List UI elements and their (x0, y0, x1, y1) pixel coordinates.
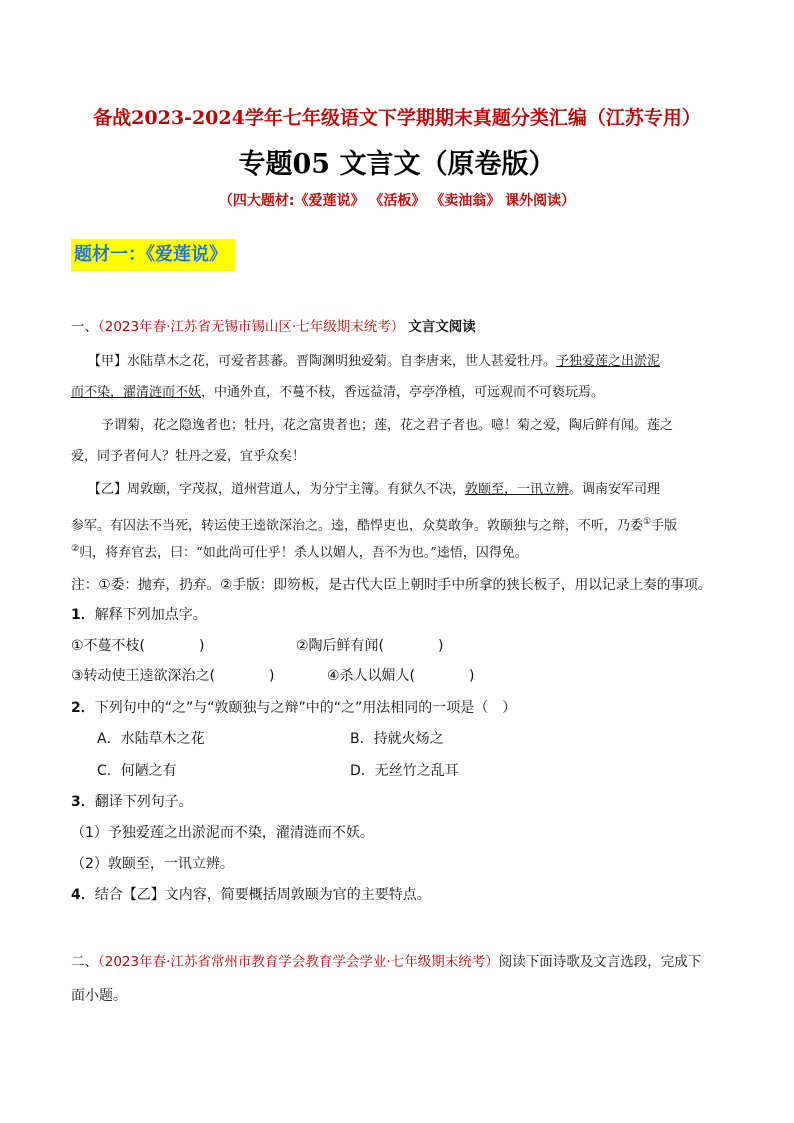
question-task: 文言文阅读 (408, 319, 476, 335)
subquestion-3: 3．翻译下列句子。 (71, 794, 193, 810)
subquestion-1-item-4: ④杀人以媚人( ) (327, 668, 475, 684)
passage-jia-line-3: 予谓菊，花之隐逸者也；牡丹，花之富贵者也；莲，花之君子者也。噫！菊之爱，陶后鲜有闻。莲之 (101, 418, 674, 433)
question-source: 2023年春·江苏省无锡市锡山区·七年级期末统考 (104, 319, 391, 335)
option-c[interactable]: C．何陋之有 (97, 763, 177, 779)
question-1-header: 一、（2023年春·江苏省无锡市锡山区·七年级期末统考） 文言文阅读 (71, 319, 476, 335)
subquestion-4: 4．结合【乙】文内容，简要概括周敦颐为官的主要特点。 (71, 887, 431, 903)
footnote: 注：①委：抛弃，扔弃。②手版：即笏板，是古代大臣上朝时手中所拿的狭长板子，用以记录上奏的事项。 (71, 577, 712, 593)
topic-banner: 题材一：《爱莲说》 (71, 239, 235, 271)
passage-yi-line-1: 【乙】周敦颐，字茂叔，道州营道人，为分宁主簿。有狱久不决，敦颐至，一讯立辨。调南安军司理 (88, 482, 661, 497)
underlined-sentence: 予独爱莲之出淤泥 (556, 354, 661, 369)
question-task: 阅读下面诗歌及文言选段，完成下 (498, 954, 702, 970)
passage-jia-line-4: 爱，同予者何人？牡丹之爱，宜乎众矣！ (71, 449, 306, 464)
passage-yi-line-3: ②归，将弃官去，曰：“如此尚可仕乎！杀人以媚人，吾不为也。”逵悟，囚得免。 (71, 544, 528, 561)
passage-jia-line-1: 【甲】水陆草木之花，可爱者甚蕃。晋陶渊明独爱菊。自李唐来，世人甚爱牡丹。予独爱莲之出淤泥 (88, 354, 661, 369)
footnote-marker: ② (71, 544, 80, 554)
option-a[interactable]: A．水陆草木之花 (97, 731, 205, 747)
subquestion-2: 2．下列句中的“之”与“敦颐独与之辩”中的“之”用法相同的一项是（ ） (71, 700, 517, 716)
page-title: 专题05 文言文（原卷版） (238, 149, 556, 180)
series-title: 备战2023-2024学年七年级语文下学期期末真题分类汇编（江苏专用） (93, 107, 701, 129)
subquestion-3-item-1: （1）予独爱莲之出淤泥而不染，濯清涟而不妖。 (71, 825, 374, 841)
subquestion-1-item-1: ①不蔓不枝( ) (71, 638, 205, 654)
question-2-header: 二、（2023年春·江苏省常州市教育学会教育学会学业·七年级期末统考）阅读下面诗歌及文言选段，完成下 (71, 954, 702, 970)
underlined-sentence: 敦颐至，一讯立辨 (465, 482, 570, 497)
passage-yi-line-2: 参军。有囚法不当死，转运使王逵欲深治之。逵，酷悍吏也，众莫敢争。敦颐独与之辩，不听，乃委①手版 (71, 517, 678, 534)
subtitle: （四大题材:《爱莲说》 《活板》 《卖油翁》 课外阅读） (218, 193, 576, 209)
subquestion-3-item-2: （2）敦颐至，一讯立辨。 (71, 856, 234, 872)
option-d[interactable]: D．无丝竹之乱耳 (350, 763, 459, 779)
question-source: 2023年春·江苏省常州市教育学会教育学会学业·七年级期末统考 (104, 954, 486, 970)
underlined-sentence: 而不染，濯清涟而不妖 (71, 385, 202, 400)
subquestion-1-item-3: ③转动使王逵欲深治之( ) (71, 668, 275, 684)
question-2-task-continued: 面小题。 (71, 988, 127, 1004)
question-number: 一、 (71, 319, 98, 335)
option-b[interactable]: B．持就火炀之 (350, 731, 444, 747)
subquestion-1: 1．解释下列加点字。 (71, 607, 207, 623)
passage-jia-line-2: 而不染，濯清涟而不妖，中通外直，不蔓不枝，香远益清，亭亭净植，可远观而不可亵玩焉。 (71, 385, 605, 400)
subquestion-1-item-2: ②陶后鲜有闻( ) (296, 638, 444, 654)
footnote-marker: ① (643, 517, 652, 527)
question-number: 二、 (71, 954, 98, 970)
